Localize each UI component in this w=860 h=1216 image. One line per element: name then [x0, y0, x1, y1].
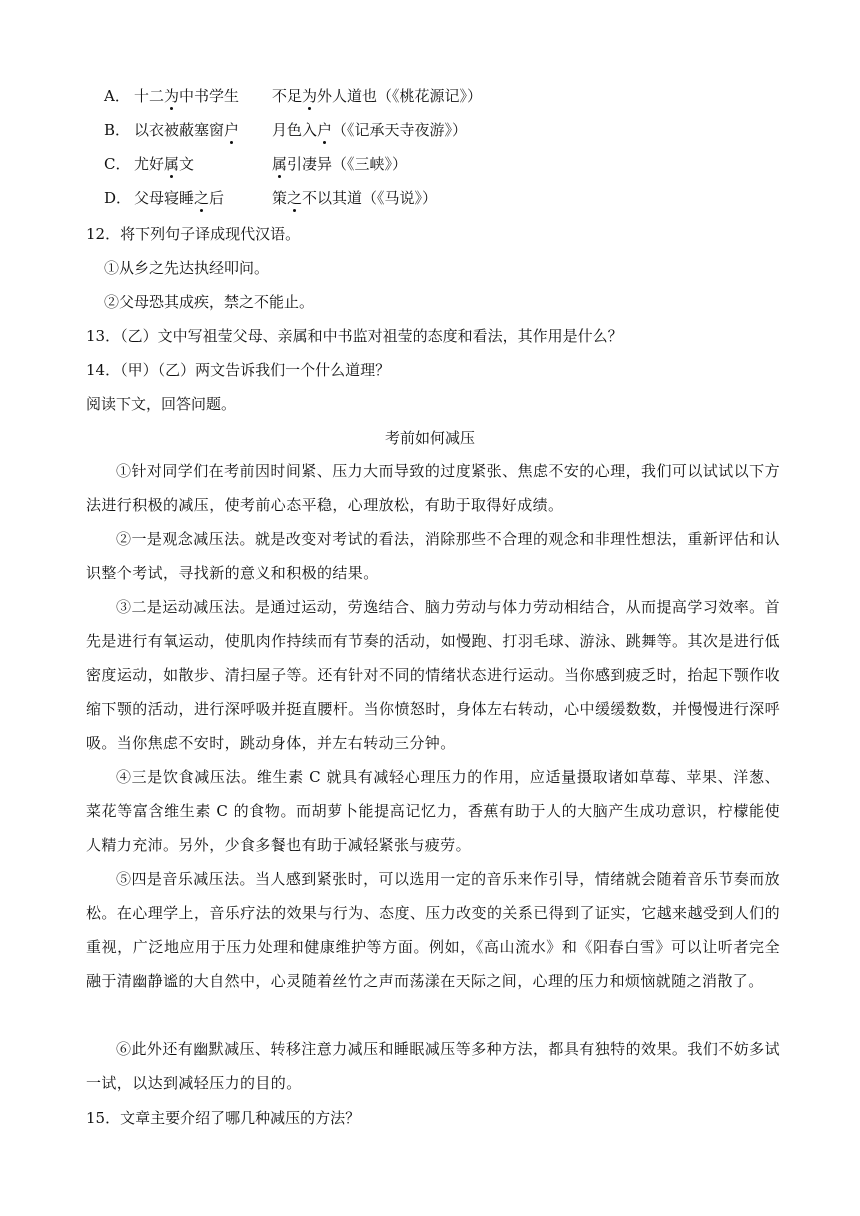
- option-a: [104, 86, 482, 106]
- option-letter: A．: [104, 87, 130, 105]
- option-left: 以衣被蔽塞窗户: [134, 121, 240, 139]
- option-b: [104, 120, 467, 140]
- option-letter: D．: [104, 189, 132, 207]
- emphasis-char: 之: [194, 189, 210, 207]
- option-left: 十二为中书学生: [134, 87, 240, 105]
- option-c: [104, 154, 407, 174]
- option-left: 尤好属文: [134, 155, 195, 173]
- reading-intro: 阅读下文，回答问题。: [86, 395, 237, 413]
- question-12: 12．将下列句子译成现代汉语。: [86, 225, 301, 243]
- question-15: 15．文章主要介绍了哪几种减压的方法？: [86, 1109, 361, 1127]
- emphasis-char: 户: [317, 121, 333, 139]
- paragraph-6: ⑥此外还有幽默减压、转移注意力减压和睡眠减压等多种方法，都具有独特的效果。我们不妨多试一试，以达到减轻压力的目的。: [86, 1040, 780, 1092]
- option-d: [104, 188, 437, 208]
- emphasis-char: 为: [302, 87, 318, 105]
- option-right: 月色入户（《记承天寺夜游》）: [272, 121, 468, 139]
- question-14: 14．（甲）（乙）两文告诉我们一个什么道理？: [86, 361, 391, 379]
- emphasis-char: 属: [164, 155, 180, 173]
- question-12-item-1: ①从乡之先达执经叩问。: [104, 259, 270, 277]
- emphasis-char: 之: [287, 189, 303, 207]
- paragraph-5: ⑤四是音乐减压法。当人感到紧张时，可以选用一定的音乐来作引导，情绪就会随着音乐节奏而放松。在心理学上，音乐疗法的效果与行为、态度、压力改变的关系已得到了证实，它越来越受到人们的重视，广泛地应用于压力处理和健康维护等方面。例如，《高山流水》和《阳春白雪》可以让听者完全融于清幽静谧的大自然中，心灵随着丝竹之声而荡漾在天际之间，心理的压力和烦恼就随之消散了。: [86, 870, 780, 990]
- emphasis-char: 户: [224, 121, 240, 139]
- emphasis-char: 属: [272, 155, 288, 173]
- question-12-item-2: ②父母恐其成疾，禁之不能止。: [104, 293, 315, 311]
- option-left: 父母寝睡之后: [134, 189, 225, 207]
- option-letter: C．: [104, 155, 131, 173]
- paragraph-1: ①针对同学们在考前因时间紧、压力大而导致的过度紧张、焦虑不安的心理，我们可以试试以下方法进行积极的减压，使考前心态平稳，心理放松，有助于取得好成绩。: [86, 462, 780, 514]
- option-letter: B．: [104, 121, 131, 139]
- paragraph-2: ②一是观念减压法。就是改变对考试的看法，消除那些不合理的观念和非理性想法，重新评估和认识整个考试，寻找新的意义和积极的结果。: [86, 530, 780, 582]
- option-right: 不足为外人道也（《桃花源记》）: [272, 87, 483, 105]
- option-right: 属引凄异（《三峡》）: [272, 155, 408, 173]
- question-13: 13．（乙）文中写祖莹父母、亲属和中书监对祖莹的态度和看法，其作用是什么？: [86, 327, 623, 345]
- paragraph-4: ④三是饮食减压法。维生素 C 就具有减轻心理压力的作用，应适量摄取诸如草莓、苹果、洋葱、菜花等富含维生素 C 的食物。而胡萝卜能提高记忆力，香蕉有助于人的大脑产生成功意识，柠檬能使人精力充沛。另外，少食多餐也有助于减轻紧张与疲劳。: [86, 768, 780, 854]
- option-right: 策之不以其道（《马说》）: [272, 189, 438, 207]
- emphasis-char: 为: [164, 87, 180, 105]
- paragraph-3: ③二是运动减压法。是通过运动，劳逸结合、脑力劳动与体力劳动相结合，从而提高学习效率。首先是进行有氧运动，使肌肉作持续而有节奏的活动，如慢跑、打羽毛球、游泳、跳舞等。其次是进行低密度运动，如散步、清扫屋子等。还有针对不同的情绪状态进行运动。当你感到疲乏时，抬起下颚作收缩下颚的活动，进行深呼吸并挺直腰杆。当你愤怒时，身体左右转动，心中缓缓数数，并慢慢进行深呼吸。当你焦虑不安时，跳动身体，并左右转动三分钟。: [86, 598, 780, 752]
- article-title: 考前如何减压: [384, 429, 475, 447]
